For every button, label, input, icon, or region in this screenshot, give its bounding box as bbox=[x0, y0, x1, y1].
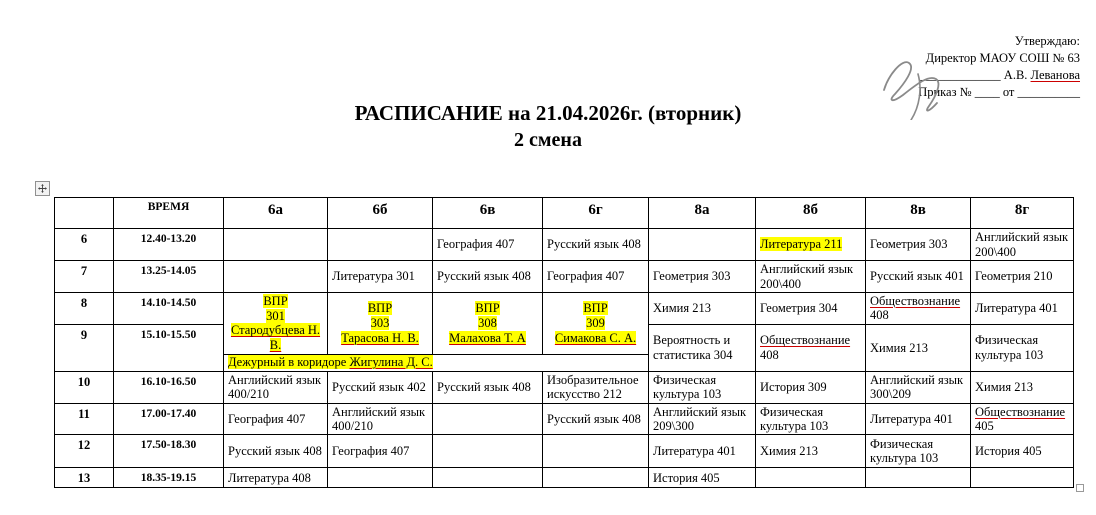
lesson-cell: Химия 213 bbox=[866, 324, 971, 371]
vpr-cell bbox=[224, 293, 328, 355]
lesson-cell: Геометрия 210 bbox=[971, 261, 1074, 293]
lesson-time: 17.00-17.40 bbox=[114, 403, 224, 435]
table-row-lesson8 bbox=[55, 293, 1074, 325]
lesson-cell: Геометрия 303 bbox=[649, 261, 756, 293]
lesson-cell: География 407 bbox=[433, 229, 543, 261]
vpr-label: ВПР bbox=[475, 301, 500, 316]
lesson-cell: Русский язык 408 bbox=[543, 403, 649, 435]
lesson-cell bbox=[971, 403, 1074, 435]
lesson-number: 10 bbox=[55, 371, 114, 403]
lesson-time: 15.10-15.50 bbox=[114, 324, 224, 371]
approval-line-4: Приказ № ____ от __________ bbox=[918, 85, 1080, 99]
lesson-cell bbox=[433, 468, 543, 488]
column-header-8b: 8б bbox=[756, 198, 866, 229]
lesson-cell: География 407 bbox=[328, 435, 433, 468]
lesson-cell: Физическая культура 103 bbox=[971, 324, 1074, 371]
lesson-cell: Русский язык 401 bbox=[866, 261, 971, 293]
vpr-label: ВПР bbox=[583, 301, 608, 316]
lesson-cell: Английский язык 400/210 bbox=[328, 403, 433, 435]
lesson-time: 14.10-14.50 bbox=[114, 293, 224, 325]
lesson-cell bbox=[433, 435, 543, 468]
column-header-6b: 6б bbox=[328, 198, 433, 229]
vpr-teacher: Стародубцева Н. В. bbox=[230, 323, 321, 353]
lesson-cell: История 405 bbox=[649, 468, 756, 488]
column-header-8g: 8г bbox=[971, 198, 1074, 229]
lesson-cell: Геометрия 303 bbox=[866, 229, 971, 261]
lesson-number: 13 bbox=[55, 468, 114, 488]
schedule-table bbox=[54, 197, 1074, 488]
vpr-teacher: Тарасова Н. В. bbox=[341, 330, 419, 345]
lesson-cell: Физическая культура 103 bbox=[649, 371, 756, 403]
lesson-cell bbox=[224, 261, 328, 293]
page-title: РАСПИСАНИЕ на 21.04.2026г. (вторник) bbox=[354, 101, 742, 125]
lesson-cell: Русский язык 408 bbox=[543, 229, 649, 261]
lesson-cell: Английский язык 400/210 bbox=[224, 371, 328, 403]
lesson-cell: География 407 bbox=[543, 261, 649, 293]
vpr-room: 303 bbox=[370, 316, 390, 330]
lesson-number: 11 bbox=[55, 403, 114, 435]
duty-cell bbox=[224, 354, 649, 371]
lesson-cell bbox=[543, 468, 649, 488]
lesson-subject: Обществознание bbox=[975, 404, 1066, 419]
lesson-cell: Вероятность и статистика 304 bbox=[649, 324, 756, 371]
vpr-room: 309 bbox=[586, 316, 605, 330]
lesson-cell: Химия 213 bbox=[971, 371, 1074, 403]
lesson-cell: Изобразительное искусство 212 bbox=[543, 371, 649, 403]
lesson-cell: Физическая культура 103 bbox=[756, 403, 866, 435]
lesson-cell: География 407 bbox=[224, 403, 328, 435]
column-header-time: ВРЕМЯ bbox=[114, 198, 224, 229]
vpr-cell bbox=[433, 293, 543, 355]
lesson-number: 12 bbox=[55, 435, 114, 468]
lesson-cell: История 405 bbox=[971, 435, 1074, 468]
title-block bbox=[0, 101, 1096, 152]
lesson-cell bbox=[866, 293, 971, 325]
highlighted-lesson: Литература 211 bbox=[760, 237, 843, 252]
lesson-cell bbox=[756, 229, 866, 261]
lesson-number: 7 bbox=[55, 261, 114, 293]
signature-blank-line: _____________ bbox=[919, 68, 1001, 82]
lesson-cell: Русский язык 408 bbox=[224, 435, 328, 468]
table-row-lesson12 bbox=[55, 435, 1074, 468]
column-header-8v: 8в bbox=[866, 198, 971, 229]
column-header-blank bbox=[55, 198, 114, 229]
duty-text: Дежурный в коридоре bbox=[228, 354, 347, 369]
vpr-cell bbox=[328, 293, 433, 355]
lesson-cell: Литература 408 bbox=[224, 468, 328, 488]
vpr-teacher: Малахова Т. А bbox=[449, 330, 526, 345]
lesson-cell: Химия 213 bbox=[649, 293, 756, 325]
lesson-cell: Геометрия 304 bbox=[756, 293, 866, 325]
vpr-label: ВПР bbox=[263, 293, 288, 308]
lesson-cell bbox=[971, 468, 1074, 488]
column-header-6v: 6в bbox=[433, 198, 543, 229]
table-move-handle-icon[interactable] bbox=[35, 181, 50, 196]
lesson-cell: Русский язык 402 bbox=[328, 371, 433, 403]
lesson-cell bbox=[756, 468, 866, 488]
lesson-room: 405 bbox=[975, 418, 994, 433]
lesson-time: 12.40-13.20 bbox=[114, 229, 224, 261]
approval-line-2: Директор МАОУ СОШ № 63 bbox=[925, 51, 1080, 65]
vpr-cell bbox=[543, 293, 649, 355]
lesson-time: 13.25-14.05 bbox=[114, 261, 224, 293]
duty-teacher: Жигулина Д. С. bbox=[349, 354, 433, 369]
lesson-cell: Литература 401 bbox=[971, 293, 1074, 325]
table-row-lesson6 bbox=[55, 229, 1074, 261]
lesson-cell bbox=[866, 468, 971, 488]
header-row bbox=[55, 198, 1074, 229]
shift-subtitle: 2 смена bbox=[514, 129, 582, 151]
lesson-cell: Английский язык 200\400 bbox=[756, 261, 866, 293]
table-row-lesson10 bbox=[55, 371, 1074, 403]
lesson-cell: Английский язык 200\400 bbox=[971, 229, 1074, 261]
column-header-6a: 6а bbox=[224, 198, 328, 229]
lesson-subject: Обществознание bbox=[760, 333, 851, 348]
lesson-subject: Обществознание bbox=[870, 294, 961, 308]
vpr-label: ВПР bbox=[367, 301, 393, 316]
lesson-cell: История 309 bbox=[756, 371, 866, 403]
lesson-cell: Английский язык 300\209 bbox=[866, 371, 971, 403]
lesson-number: 8 bbox=[55, 293, 114, 325]
lesson-time: 16.10-16.50 bbox=[114, 371, 224, 403]
lesson-cell: Литература 401 bbox=[866, 403, 971, 435]
lesson-cell: Русский язык 408 bbox=[433, 261, 543, 293]
lesson-cell bbox=[543, 435, 649, 468]
table-row-lesson11 bbox=[55, 403, 1074, 435]
lesson-room: 408 bbox=[870, 308, 889, 323]
lesson-cell: Литература 401 bbox=[649, 435, 756, 468]
lesson-cell: Литература 301 bbox=[328, 261, 433, 293]
vpr-room: 301 bbox=[266, 308, 285, 323]
lesson-cell bbox=[328, 468, 433, 488]
lesson-time: 17.50-18.30 bbox=[114, 435, 224, 468]
approval-block bbox=[918, 33, 1080, 101]
lesson-cell bbox=[328, 229, 433, 261]
table-row-lesson13 bbox=[55, 468, 1074, 488]
lesson-cell: Английский язык 209\300 bbox=[649, 403, 756, 435]
lesson-cell bbox=[433, 403, 543, 435]
lesson-cell bbox=[649, 229, 756, 261]
column-header-6g: 6г bbox=[543, 198, 649, 229]
lesson-cell: Химия 213 bbox=[756, 435, 866, 468]
approval-line-3 bbox=[918, 67, 1080, 84]
table-row-lesson7 bbox=[55, 261, 1074, 293]
lesson-cell: Русский язык 408 bbox=[433, 371, 543, 403]
vpr-room: 308 bbox=[478, 316, 497, 330]
approval-line-1: Утверждаю: bbox=[1014, 34, 1080, 48]
lesson-room: 408 bbox=[760, 347, 779, 362]
lesson-cell bbox=[224, 229, 328, 261]
director-initials: А.В. bbox=[1003, 68, 1028, 82]
lesson-cell bbox=[756, 324, 866, 371]
column-header-8a: 8а bbox=[649, 198, 756, 229]
lesson-number: 9 bbox=[55, 324, 114, 371]
lesson-cell: Физическая культура 103 bbox=[866, 435, 971, 468]
lesson-time: 18.35-19.15 bbox=[114, 468, 224, 488]
director-surname: Леванова bbox=[1030, 68, 1080, 82]
lesson-number: 6 bbox=[55, 229, 114, 261]
vpr-teacher: Симакова С. А. bbox=[554, 330, 637, 345]
table-resize-handle-icon[interactable] bbox=[1076, 484, 1084, 492]
